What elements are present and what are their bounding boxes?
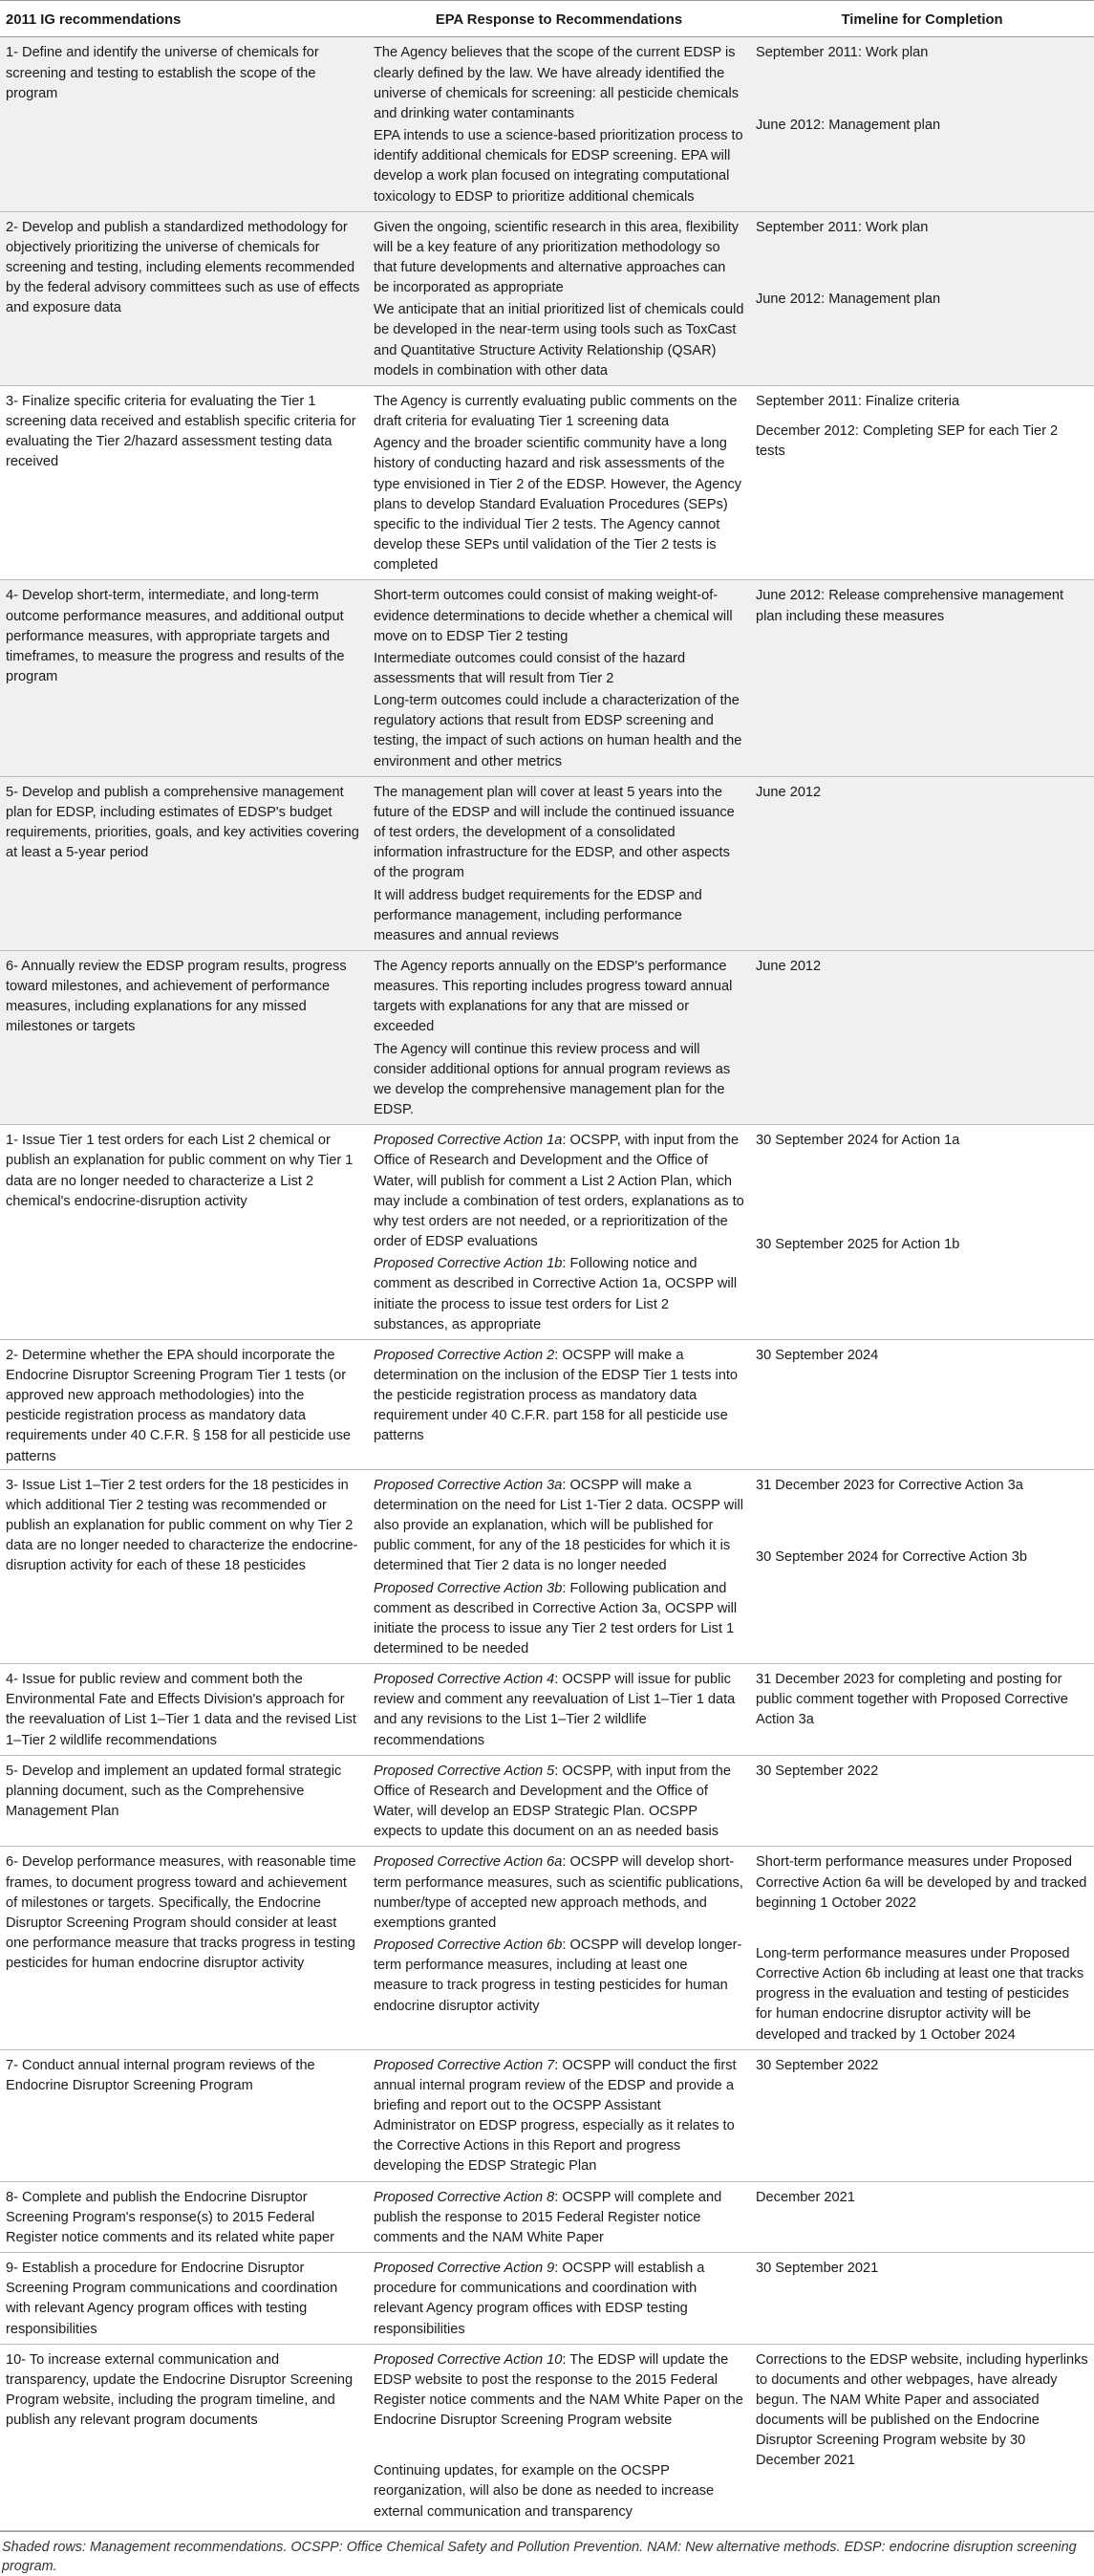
timeline-cell	[750, 1664, 1094, 1756]
response-cell	[368, 2181, 750, 2252]
recommendation-cell: 7- Conduct annual internal program reviews of the Endocrine Disruptor Screening Program	[0, 2049, 368, 2181]
recommendation-cell: 3- Issue List 1–Tier 2 test orders for the 18 pesticides in which additional Tier 2 testing was recommended or publish an explanation for public comment on why Tier 2 data are no longer needed to characterize the endocrine-disruption activity for each of these 18 pesticides	[0, 1469, 368, 1663]
response-text	[374, 1476, 744, 1577]
corrective-action-text: : OCSPP will develop longer-term performance measures, including at least one measure to track progress in testing pesticides for human endocrine disruptor activity	[374, 1937, 742, 2014]
response-text: Given the ongoing, scientific research in this area, flexibility will be a key feature of any prioritization methodology so that future developments and alternative approaches can be incorporated as appropriate	[374, 219, 740, 296]
timeline-text: 30 September 2024	[756, 1347, 879, 1363]
response-text: The management plan will cover at least 5 years into the future of the EDSP and will include the continued issuance of test orders, the development of a consolidated information infrastructure for the EDSP, and other aspects of the program	[374, 784, 735, 881]
header-recommendations: 2011 IG recommendations	[0, 1, 368, 37]
table-row	[0, 776, 1094, 950]
response-text	[374, 1131, 744, 1252]
response-cell	[368, 580, 750, 776]
corrective-action-label: Proposed Corrective Action 4	[374, 1672, 555, 1688]
table-row	[0, 385, 1094, 579]
table-row	[0, 2049, 1094, 2181]
response-cell	[368, 37, 750, 211]
response-text	[374, 1936, 744, 2017]
timeline-text: 31 December 2023 for completing and posting for public comment together with Proposed Corrective Action 3a	[756, 1672, 1068, 1728]
response-text: The Agency believes that the scope of the current EDSP is clearly defined by the law. We have already identified the universe of chemicals for screening: all pesticide chemicals and drinking water contaminants	[374, 45, 740, 121]
response-text	[374, 1670, 744, 1751]
recommendation-cell: 3- Finalize specific criteria for evaluating the Tier 1 screening data received and establish specific criteria for evaluating the Tier 2/hazard assessment testing data received	[0, 385, 368, 579]
response-text	[374, 2259, 744, 2340]
table-row	[0, 1339, 1094, 1469]
table-row	[0, 2181, 1094, 2252]
timeline-text: 30 September 2022	[756, 2057, 879, 2073]
corrective-action-text: Continuing updates, for example on the OCSPP reorganization, will also be done as needed to increase external communication and transparency	[374, 2463, 715, 2520]
corrective-action-text: : OCSPP will conduct the first annual internal program review of the EDSP and provide a briefing and report out to the OCSPP Assistant Administrator on EDSP progress, especially as it relates to the Corrective Actions in this Report and progress developing the EDSP Strategic Plan	[374, 2057, 737, 2175]
response-text: It will address budget requirements for the EDSP and performance management, including performance measures and annual reviews	[374, 887, 702, 943]
response-cell	[368, 1125, 750, 1340]
recommendation-cell: 6- Annually review the EDSP program results, progress toward milestones, and achievement of performance measures, including explanations for any missed milestones or targets	[0, 951, 368, 1125]
corrective-action-text: : OCSPP, with input from the Office of Research and Development and the Office of Water, will develop an EDSP Strategic Plan. OCSPP expects to update this document on an as needed basis	[374, 1763, 731, 1840]
timeline-cell	[750, 1469, 1094, 1663]
table-row	[0, 1755, 1094, 1847]
corrective-action-label: Proposed Corrective Action 1a	[374, 1133, 563, 1149]
table-row	[0, 580, 1094, 776]
header-response: EPA Response to Recommendations	[368, 1, 750, 37]
timeline-text: 30 September 2024 for Corrective Action 3b	[756, 1548, 1027, 1565]
corrective-action-text: : OCSPP will make a determination on the inclusion of the EDSP Tier 1 tests into the pesticide registration process as mandatory data requirement under 40 C.F.R. part 158 for all pesticide use patterns	[374, 1347, 739, 1444]
timeline-text: June 2012: Release comprehensive management plan including these measures	[756, 588, 1064, 624]
response-text	[374, 1579, 744, 1660]
corrective-action-label: Proposed Corrective Action 1b	[374, 1256, 563, 1272]
table-row	[0, 211, 1094, 385]
response-text: Intermediate outcomes could consist of the hazard assessments that will result from Tier 2	[374, 650, 686, 686]
response-text	[374, 2461, 744, 2522]
recommendation-cell: 8- Complete and publish the Endocrine Disruptor Screening Program's response(s) to 2015 Federal Register notice comments and its related white paper	[0, 2181, 368, 2252]
response-cell	[368, 1847, 750, 2049]
timeline-cell	[750, 1339, 1094, 1469]
timeline-text: 30 September 2024 for Action 1a	[756, 1133, 960, 1149]
timeline-cell	[750, 951, 1094, 1125]
response-cell	[368, 1339, 750, 1469]
recommendation-cell: 4- Issue for public review and comment both the Environmental Fate and Effects Division's approach for the reevaluation of List 1–Tier 1 data and the revised List 1–Tier 2 wildlife recommendations	[0, 1664, 368, 1756]
response-cell	[368, 1469, 750, 1663]
response-cell	[368, 2344, 750, 2530]
table-row	[0, 1664, 1094, 1756]
recommendation-cell: 2- Develop and publish a standardized methodology for objectively prioritizing the universe of chemicals for screening and testing, including elements recommended by the federal advisory committees such as use of effects and exposure data	[0, 211, 368, 385]
response-text	[374, 2188, 744, 2248]
timeline-cell	[750, 776, 1094, 950]
table-row	[0, 1125, 1094, 1340]
response-text	[374, 2056, 744, 2177]
table-header-row	[0, 1, 1094, 37]
corrective-action-label: Proposed Corrective Action 8	[374, 2189, 555, 2205]
timeline-text: December 2021	[756, 2189, 855, 2205]
timeline-cell	[750, 2049, 1094, 2181]
corrective-action-label: Proposed Corrective Action 3b	[374, 1580, 563, 1596]
timeline-text: December 2012: Completing SEP for each Tier 2 tests	[756, 423, 1059, 460]
response-cell	[368, 211, 750, 385]
response-text	[374, 1852, 744, 1934]
corrective-action-label: Proposed Corrective Action 5	[374, 1763, 555, 1779]
table-footnote: Shaded rows: Management recommendations. OCSPP: Office Chemical Safety and Pollution Prevention. NAM: New alternative methods. EDSP: endocrine disruption screening program.	[0, 2531, 1094, 2576]
response-text	[374, 1762, 744, 1843]
response-text: Long-term outcomes could include a characterization of the regulatory actions that result from EDSP screening and testing, the impact of such actions on human health and the environment and other metrics	[374, 693, 742, 769]
response-text: Agency and the broader scientific community have a long history of conducting hazard and risk assessments of the type envisioned in Tier 2 of the EDSP. However, the Agency plans to develop Standard Evaluation Procedures (SEPs) specific to the individual Tier 2 tests. The Agency cannot develop these SEPs until validation of the Tier 2 tests is completed	[374, 436, 742, 574]
corrective-action-label: Proposed Corrective Action 9	[374, 2261, 555, 2277]
timeline-text: Short-term performance measures under Proposed Corrective Action 6a will be developed by and tracked beginning 1 October 2022	[756, 1854, 1087, 1911]
table-row	[0, 2253, 1094, 2345]
response-text: The Agency will continue this review process and will consider additional options for annual program reviews as we develop the comprehensive management plan for the EDSP.	[374, 1041, 731, 1118]
recommendation-cell: 5- Develop and implement an updated formal strategic planning document, such as the Comprehensive Management Plan	[0, 1755, 368, 1847]
timeline-cell	[750, 2344, 1094, 2530]
timeline-text: June 2012	[756, 959, 822, 975]
recommendation-cell: 10- To increase external communication and transparency, update the Endocrine Disruptor Screening Program website, including the program timeline, and publish any relevant program documents	[0, 2344, 368, 2530]
corrective-action-label: Proposed Corrective Action 7	[374, 2057, 555, 2073]
header-timeline: Timeline for Completion	[750, 1, 1094, 37]
timeline-text: 30 September 2021	[756, 2261, 879, 2277]
timeline-text: 30 September 2022	[756, 1763, 879, 1779]
response-cell	[368, 776, 750, 950]
response-text	[374, 1254, 744, 1335]
recommendation-cell: 9- Establish a procedure for Endocrine Disruptor Screening Program communications and coordination with relevant Agency program offices with testing responsibilities	[0, 2253, 368, 2345]
corrective-action-text: : OCSPP will establish a procedure for communications and coordination with relevant Agency program offices with EDSP testing responsibilities	[374, 2261, 705, 2337]
response-cell	[368, 385, 750, 579]
timeline-cell	[750, 580, 1094, 776]
timeline-cell	[750, 385, 1094, 579]
recommendation-cell: 5- Develop and publish a comprehensive management plan for EDSP, including estimates of EDSP's budget requirements, priorities, goals, and key activities covering at least a 5-year period	[0, 776, 368, 950]
timeline-cell	[750, 2253, 1094, 2345]
corrective-action-text: : OCSPP, with input from the Office of Research and Development and the Office of Water, will publish for comment a List 2 Action Plan, which may include a combination of test orders, explanations as to why test orders are not needed, or a reprioritization of the order of EDSP evaluations	[374, 1133, 744, 1250]
recommendation-cell: 6- Develop performance measures, with reasonable time frames, to document progress toward and achievement of milestones or targets. Specifically, the Endocrine Disruptor Screening Program should consider at least one performance measure that tracks progress in testing pesticides for human endocrine disruptor activity	[0, 1847, 368, 2049]
timeline-text: 30 September 2025 for Action 1b	[756, 1237, 960, 1253]
corrective-action-label: Proposed Corrective Action 3a	[374, 1477, 563, 1493]
response-text: We anticipate that an initial prioritized list of chemicals could be developed in the near-term using tools such as ToxCast and Quantitative Structure Activity Relationship (QSAR) models in combination with other data	[374, 302, 744, 379]
timeline-text: September 2011: Work plan	[756, 219, 929, 235]
timeline-text: 31 December 2023 for Corrective Action 3a	[756, 1477, 1023, 1493]
corrective-action-label: Proposed Corrective Action 2	[374, 1347, 555, 1363]
timeline-text: Corrections to the EDSP website, including hyperlinks to documents and other webpages, have already begun. The NAM White Paper and associated documents will be published on the Endocrine Disruptor Screening Program website by 30 December 2021	[756, 2351, 1088, 2469]
timeline-cell	[750, 1755, 1094, 1847]
response-cell	[368, 1664, 750, 1756]
response-cell	[368, 1755, 750, 1847]
corrective-action-text: : OCSPP will issue for public review and comment any reevaluation of List 1–Tier 1 data and any revisions to the List 1–Tier 2 wildlife recommendations	[374, 1672, 736, 1748]
timeline-text: Long-term performance measures under Proposed Corrective Action 6b including at least one that tracks progress in the evaluation and testing of pesticides for human endocrine disruptor activity will be developed and tracked by 1 October 2024	[756, 1945, 1084, 2043]
table-row	[0, 1847, 1094, 2049]
timeline-text: September 2011: Finalize criteria	[756, 393, 960, 409]
table-row	[0, 951, 1094, 1125]
response-cell	[368, 951, 750, 1125]
corrective-action-text: : Following notice and comment as described in Corrective Action 1a, OCSPP will initiate the process to issue test orders for List 2 substances, as appropriate	[374, 1256, 738, 1332]
response-cell	[368, 2253, 750, 2345]
corrective-action-text: : The EDSP will update the EDSP website to post the response to the 2015 Federal Register notice comments and the NAM White Paper on the Endocrine Disruptor Screening Program website	[374, 2351, 743, 2429]
recommendation-cell: 1- Define and identify the universe of chemicals for screening and testing to establish the scope of the program	[0, 37, 368, 211]
response-text	[374, 2350, 744, 2432]
recommendation-cell: 2- Determine whether the EPA should incorporate the Endocrine Disruptor Screening Program Tier 1 tests (or approved new approach methodologies) into the pesticide registration process as mandatory data requirements under 40 C.F.R. § 158 for all pesticide use patterns	[0, 1339, 368, 1469]
response-text: EPA intends to use a science-based prioritization process to identify additional chemicals for EDSP screening. EPA will develop a work plan focused on integrating computational toxicology to EDSP to prioritize additional chemicals	[374, 128, 743, 205]
response-text	[374, 1346, 744, 1447]
table-row	[0, 1469, 1094, 1663]
timeline-text: June 2012: Management plan	[756, 117, 941, 133]
response-text: The Agency reports annually on the EDSP's performance measures. This reporting includes progress toward annual targets with explanations for any that are missed or exceeded	[374, 959, 733, 1035]
timeline-cell	[750, 2181, 1094, 2252]
corrective-action-text: : Following publication and comment as described in Corrective Action 3a, OCSPP will initiate the process to issue any Tier 2 test orders for List 1 determined to be needed	[374, 1580, 738, 1657]
corrective-action-label: Proposed Corrective Action 6a	[374, 1854, 563, 1871]
timeline-text: June 2012	[756, 784, 822, 800]
corrective-action-text: : OCSPP will make a determination on the need for List 1-Tier 2 data. OCSPP will also provide an explanation, which will be published for public comment, for any of the 18 pesticides for which it is determined that Tier 2 data is no longer needed	[374, 1477, 743, 1574]
timeline-text: June 2012: Management plan	[756, 291, 941, 307]
corrective-action-text: : OCSPP will develop short-term performance measures, such as scientific publications, number/type of accepted new approach methods, and exemptions granted	[374, 1854, 743, 1931]
recommendation-cell: 4- Develop short-term, intermediate, and long-term outcome performance measures, and additional output performance measures, with appropriate targets and timeframes, to measure the progress and results of the program	[0, 580, 368, 776]
corrective-action-label: Proposed Corrective Action 6b	[374, 1937, 563, 1954]
table-row	[0, 2344, 1094, 2530]
timeline-cell	[750, 1847, 1094, 2049]
corrective-action-label: Proposed Corrective Action 10	[374, 2351, 563, 2368]
timeline-text: September 2011: Work plan	[756, 45, 929, 61]
response-cell	[368, 2049, 750, 2181]
corrective-action-text: : OCSPP will complete and publish the response to 2015 Federal Register notice comments and the NAM White Paper	[374, 2189, 722, 2245]
response-text: Short-term outcomes could consist of making weight-of-evidence determinations to decide whether a chemical will move on to EDSP Tier 2 testing	[374, 588, 733, 644]
response-text: The Agency is currently evaluating public comments on the draft criteria for evaluating Tier 1 screening data	[374, 393, 738, 430]
recommendation-cell: 1- Issue Tier 1 test orders for each List 2 chemical or publish an explanation for public comment on why Tier 1 data are no longer needed to characterize a List 2 chemical's endocrine-disruption activity	[0, 1125, 368, 1340]
timeline-cell	[750, 211, 1094, 385]
timeline-cell	[750, 37, 1094, 211]
table-row	[0, 37, 1094, 211]
timeline-cell	[750, 1125, 1094, 1340]
